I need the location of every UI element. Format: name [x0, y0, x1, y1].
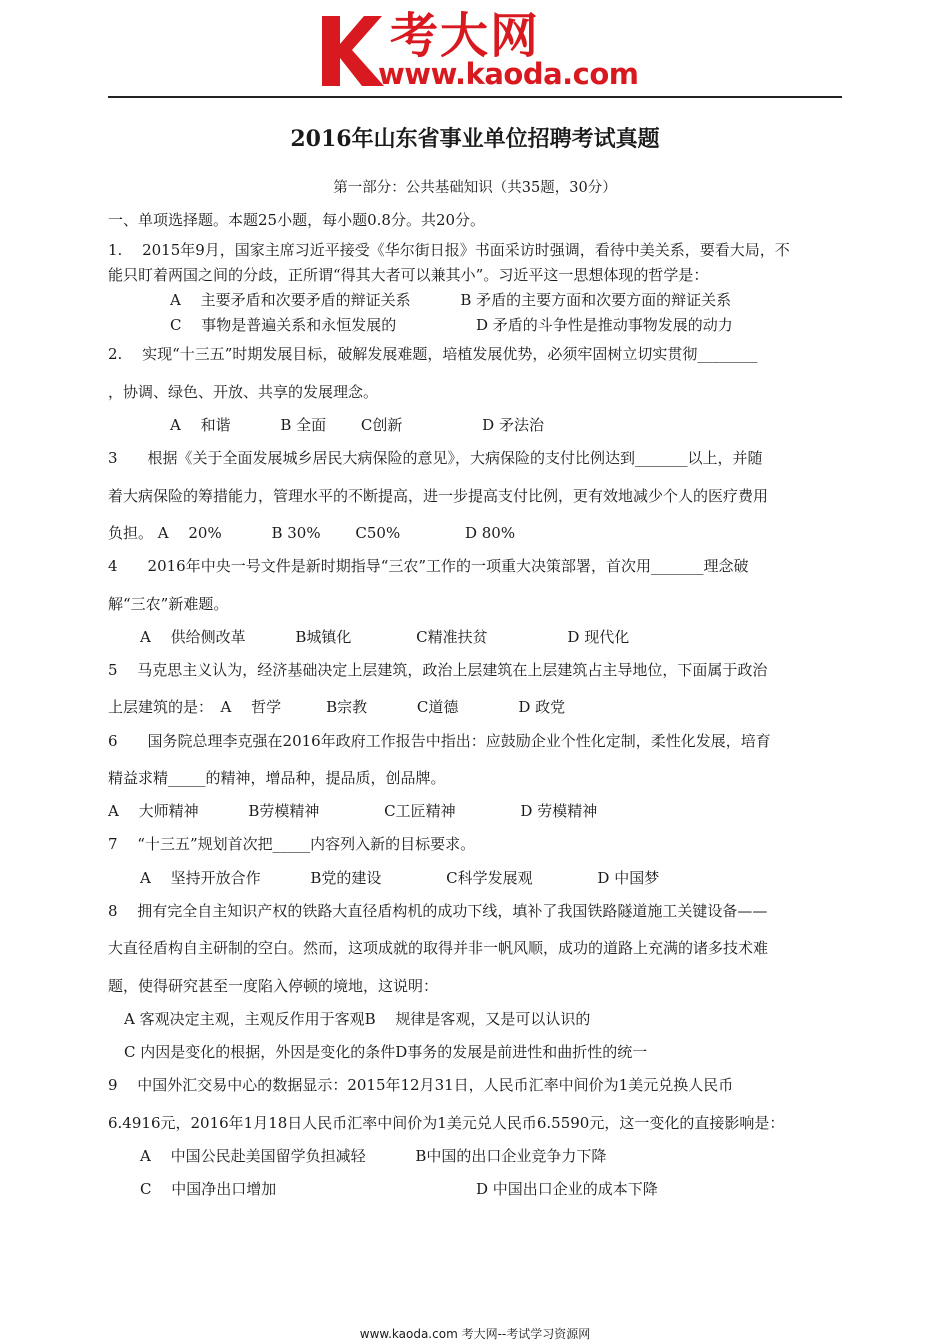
header-divider: [108, 96, 842, 98]
question-2-options: A 和谐 B 全面 C创新 D 矛法治: [170, 416, 544, 434]
section-heading: 一、单项选择题。本题25小题，每小题0.8分。共20分。: [108, 211, 486, 229]
question-4-options: A 供给侧改革 B城镇化 C精准扶贫 D 现代化: [140, 628, 630, 646]
question-6-options: A 大师精神 B劳模精神 C工匠精神 D 劳模精神: [108, 802, 598, 820]
question-8-options-ab: A 客观决定主观，主观反作用于客观B 规律是客观，又是可以认识的: [124, 1010, 591, 1028]
question-5-line-1: 5 马克思主义认为，经济基础决定上层建筑，政治上层建筑在上层建筑占主导地位，下面属于政治: [108, 661, 768, 679]
question-8-line-2: 大直径盾构自主研制的空白。然而，这项成就的取得并非一帆风顺，成功的道路上充满的诸多技术难: [108, 939, 769, 957]
section-subtitle: 第一部分：公共基础知识（共35题，30分）: [333, 180, 617, 196]
question-1-options-cd: C 事物是普遍关系和永恒发展的 D 矛盾的斗争性是推动事物发展的动力: [170, 316, 733, 334]
question-9-options-cd: C 中国净出口增加 D 中国出口企业的成本下降: [140, 1180, 658, 1198]
question-4-line-2: 解“三农”新难题。: [108, 595, 229, 613]
question-3-line-2: 着大病保险的筹措能力，管理水平的不断提高，进一步提高支付比例，更有效地减少个人的医疗费用: [108, 487, 769, 505]
question-2-line-2: ，协调、绿色、开放、共享的发展理念。: [108, 383, 379, 401]
page-title: 2016年山东省事业单位招聘考试真题: [290, 126, 660, 152]
logo-k-mark-icon: [318, 10, 386, 90]
question-8-line-1: 8 拥有完全自主知识产权的铁路大直径盾构机的成功下线，填补了我国铁路隧道施工关键设备——: [108, 902, 768, 920]
question-9-line-2: 6.4916元，2016年1月18日人民币汇率中间价为1美元兑人民币6.5590元，这一变化的直接影响是：: [108, 1114, 785, 1132]
question-6-line-1: 6 国务院总理李克强在2016年政府工作报告中指出：应鼓励企业个性化定制，柔性化发展，培育: [108, 732, 771, 750]
question-9-line-1: 9 中国外汇交易中心的数据显示：2015年12月31日，人民币汇率中间价为1美元兑换人民币: [108, 1076, 734, 1094]
question-2-line-1: 2. 实现“十三五”时期发展目标，破解发展难题，培植发展优势，必须牢固树立切实贯彻________: [108, 345, 758, 363]
question-1-line-1: 1. 2015年9月，国家主席习近平接受《华尔街日报》书面采访时强调，看待中美关系，要看大局，不: [108, 241, 790, 259]
question-7-line-1: 7 “十三五”规划首次把_____内容列入新的目标要求。: [108, 835, 476, 853]
kaoda-logo: [318, 8, 648, 92]
question-8-line-3: 题，使得研究甚至一度陷入停顿的境地，这说明：: [108, 977, 439, 995]
logo-brand-text: 考大网: [390, 8, 541, 64]
question-7-options: A 坚持开放合作 B党的建设 C科学发展观 D 中国梦: [140, 869, 660, 887]
question-8-options-cd: C 内因是变化的根据，外因是变化的条件D事务的发展是前进性和曲折性的统一: [124, 1043, 648, 1061]
question-5-line-2: 上层建筑的是： A 哲学 B宗教 C道德 D 政党: [108, 698, 566, 716]
question-1-options-ab: A 主要矛盾和次要矛盾的辩证关系 B 矛盾的主要方面和次要方面的辩证关系: [170, 291, 732, 309]
question-6-line-2: 精益求精_____的精神，增品种，提品质，创品牌。: [108, 769, 446, 787]
page-footer: www.kaoda.com 考大网--考试学习资源网: [359, 1327, 591, 1341]
logo-url-text: www.kaoda.com: [378, 57, 639, 91]
question-3-line-1: 3 根据《关于全面发展城乡居民大病保险的意见》，大病保险的支付比例达到_______以上，并随: [108, 449, 763, 467]
question-4-line-1: 4 2016年中央一号文件是新时期指导“三农”工作的一项重大决策部署，首次用_______理念破: [108, 557, 749, 575]
question-3-line-3: 负担。 A 20% B 30% C50% D 80%: [108, 524, 516, 542]
question-9-options-ab: A 中国公民赴美国留学负担减轻 B中国的出口企业竞争力下降: [140, 1147, 607, 1165]
question-1-line-2: 能只盯着两国之间的分歧，正所谓“得其大者可以兼其小”。习近平这一思想体现的哲学是：: [108, 266, 709, 284]
